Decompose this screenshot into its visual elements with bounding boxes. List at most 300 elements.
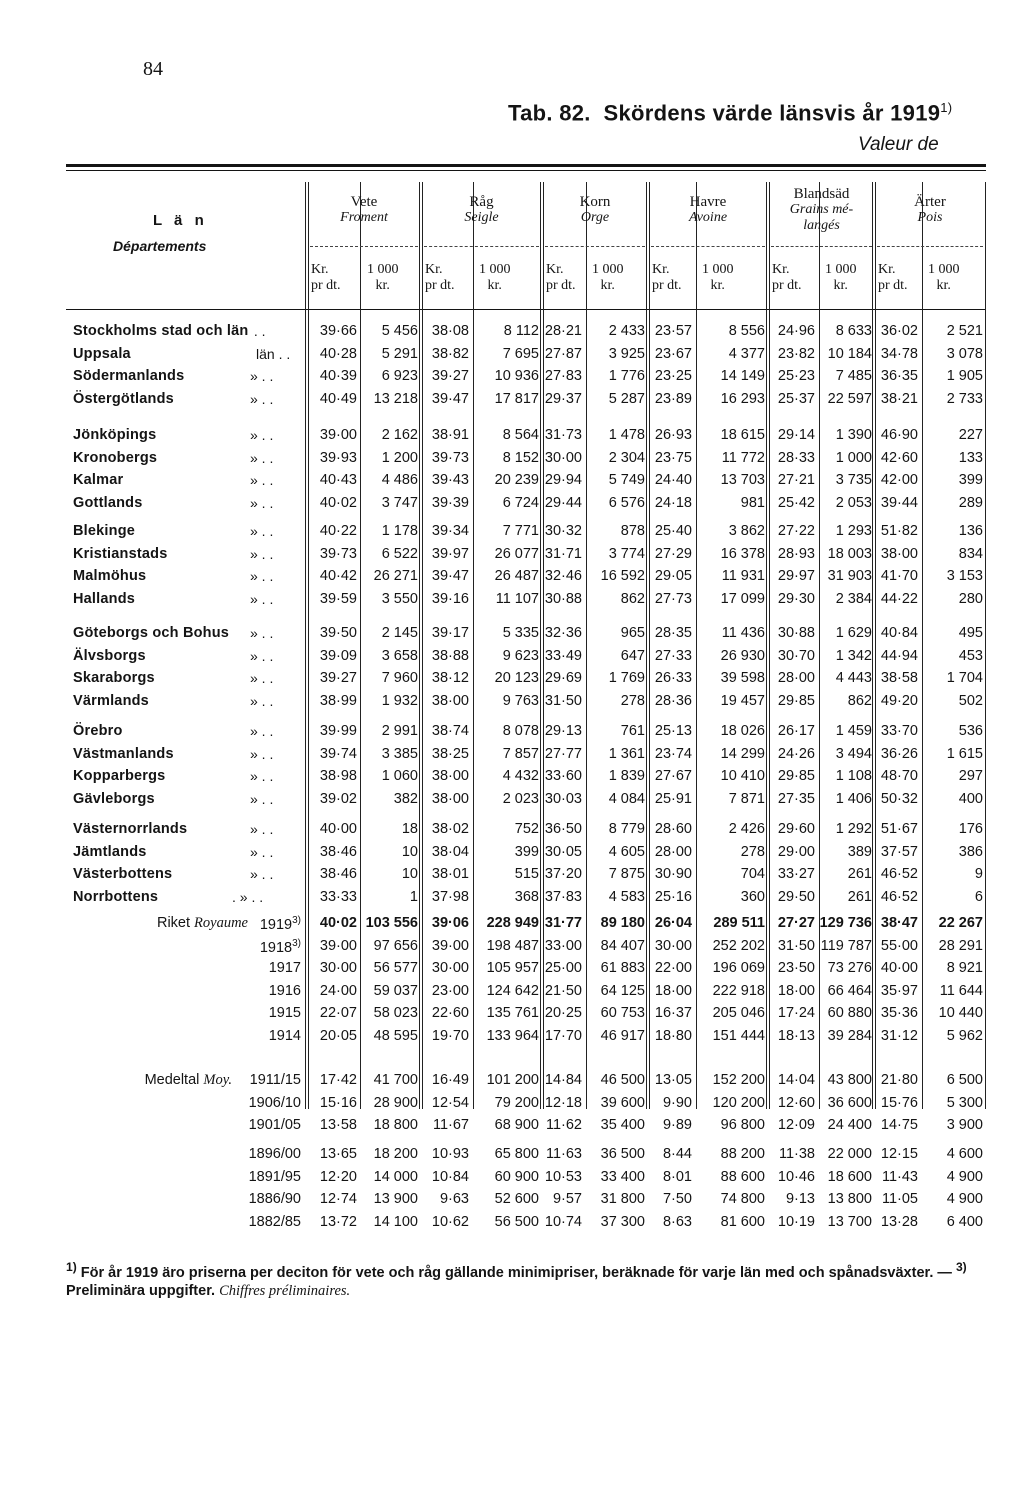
cell-rag-varde: 228 949 [486, 915, 539, 931]
cell-havre-varde: 152 200 [712, 1072, 765, 1088]
row-ditto-mark: » . . [250, 821, 274, 837]
cell-vete-pris: 12·20 [319, 1169, 357, 1185]
cell-korn-pris: 29·44 [544, 495, 582, 512]
cell-vete-pris: 39·73 [319, 545, 357, 562]
table-row [0, 721, 1024, 743]
cell-korn-pris: 29·13 [544, 723, 582, 739]
cell-blandsad-varde: 13 800 [827, 1191, 872, 1207]
cell-rag-varde: 60 900 [494, 1169, 539, 1185]
cell-havre-varde: 19 457 [720, 693, 765, 710]
cell-arter-varde: 386 [958, 843, 983, 860]
cell-havre-varde: 360 [740, 889, 765, 906]
lan-name: Örebro [73, 723, 123, 739]
crop-name-french: Grains mé- langés [789, 202, 854, 233]
cell-rag-pris: 39·39 [431, 495, 469, 512]
row-ditto-mark: . . [250, 323, 266, 339]
cell-havre-varde: 18 615 [720, 427, 765, 443]
cell-rag-varde: 8 564 [502, 427, 539, 443]
cell-rag-varde: 2 023 [502, 791, 539, 808]
cell-rag-pris: 39·27 [431, 368, 469, 385]
cell-korn-pris: 27·83 [544, 368, 582, 385]
lan-name: Uppsala [73, 345, 131, 362]
cell-arter-pris: 37·57 [880, 843, 918, 860]
top-rule-thin [66, 170, 986, 171]
crop-name: Vete [350, 194, 378, 210]
cell-blandsad-varde: 1 459 [835, 723, 872, 739]
cell-blandsad-varde: 18 600 [827, 1169, 872, 1185]
year-label: 1886/90 [248, 1191, 301, 1207]
year-label: 1882/85 [248, 1214, 301, 1230]
cell-arter-pris: 36·26 [880, 745, 918, 762]
cell-rag-varde: 133 964 [486, 1027, 539, 1044]
cell-arter-varde: 2 733 [946, 391, 983, 408]
cell-blandsad-varde: 261 [847, 889, 872, 906]
cell-rag-pris: 38·25 [431, 745, 469, 762]
riket-row [0, 936, 1024, 958]
lan-name: Jönköpings [73, 427, 157, 443]
cell-korn-varde: 1 361 [608, 745, 645, 762]
cell-vete-pris: 22·07 [319, 1005, 357, 1021]
cell-arter-pris: 13·28 [880, 1214, 918, 1230]
table-row [0, 789, 1024, 811]
cell-korn-pris: 29·69 [544, 670, 582, 687]
column-header-departements: Départements [113, 238, 207, 254]
cell-rag-pris: 10·62 [431, 1214, 469, 1230]
cell-arter-varde: 2 521 [946, 323, 983, 339]
cell-korn-varde: 3 774 [608, 545, 645, 562]
cell-havre-pris: 27·33 [654, 647, 692, 664]
cell-arter-pris: 41·70 [880, 568, 918, 585]
cell-vete-pris: 13·58 [319, 1117, 357, 1133]
cell-korn-varde: 2 433 [608, 323, 645, 339]
lan-name: Malmöhus [73, 568, 147, 585]
cell-blandsad-varde: 1 108 [835, 768, 872, 785]
cell-blandsad-pris: 27·22 [777, 523, 815, 539]
cell-blandsad-varde: 2 384 [835, 591, 872, 608]
cell-arter-pris: 46·52 [880, 889, 918, 906]
cell-rag-varde: 101 200 [486, 1072, 539, 1088]
cell-blandsad-pris: 11·38 [778, 1146, 815, 1162]
cell-arter-pris: 44·22 [880, 591, 918, 608]
cell-korn-varde: 36 500 [600, 1146, 645, 1162]
cell-arter-pris: 11·43 [881, 1169, 918, 1185]
cell-korn-pris: 25·00 [544, 960, 582, 976]
cell-blandsad-varde: 43 800 [827, 1072, 872, 1088]
cell-rag-pris: 38·01 [431, 866, 469, 883]
cell-arter-varde: 1 615 [946, 745, 983, 762]
cell-havre-varde: 26 930 [720, 647, 765, 664]
cell-vete-varde: 1 060 [381, 768, 418, 785]
cell-blandsad-pris: 27·21 [777, 472, 815, 489]
table-title [508, 100, 952, 126]
cell-korn-varde: 61 883 [600, 960, 645, 976]
cell-vete-varde: 2 145 [381, 625, 418, 641]
cell-havre-pris: 25·16 [654, 889, 692, 906]
cell-vete-pris: 39·50 [319, 625, 357, 641]
cell-korn-varde: 39 600 [600, 1095, 645, 1111]
cell-arter-varde: 495 [958, 625, 983, 641]
cell-havre-pris: 18·80 [654, 1027, 692, 1044]
cell-korn-pris: 11·62 [545, 1117, 582, 1133]
unit-header-total: 1 000 kr. [367, 262, 399, 293]
lan-name: Kopparbergs [73, 768, 166, 785]
cell-rag-varde: 26 077 [494, 545, 539, 562]
cell-rag-varde: 135 761 [486, 1005, 539, 1021]
table-row [0, 566, 1024, 588]
unit-header-price: Kr. pr dt. [311, 262, 341, 293]
cell-vete-varde: 10 [401, 843, 418, 860]
crop-header [310, 194, 418, 226]
cell-rag-pris: 39·73 [431, 449, 469, 466]
lan-name: Östergötlands [73, 391, 174, 408]
cell-rag-varde: 4 432 [502, 768, 539, 785]
cell-rag-pris: 39·47 [431, 391, 469, 408]
cell-blandsad-pris: 28·00 [777, 670, 815, 687]
cell-rag-varde: 105 957 [486, 960, 539, 976]
year-label: 1911/15 [249, 1072, 301, 1088]
cell-vete-varde: 3 550 [381, 591, 418, 608]
cell-havre-varde: 11 931 [721, 568, 765, 585]
cell-arter-pris: 31·12 [880, 1027, 918, 1044]
table-number: Tab. 82. [508, 100, 591, 126]
table-row [0, 744, 1024, 766]
cell-rag-varde: 17 817 [494, 391, 539, 408]
crop-header [651, 194, 765, 226]
cell-blandsad-varde: 22 597 [827, 391, 872, 408]
cell-havre-varde: 13 703 [720, 472, 765, 489]
cell-korn-pris: 31·73 [544, 427, 582, 443]
cell-rag-pris: 39·06 [431, 915, 469, 931]
cell-rag-varde: 52 600 [494, 1191, 539, 1207]
cell-rag-pris: 39·47 [431, 568, 469, 585]
cell-korn-varde: 84 407 [600, 937, 645, 954]
column-header-lan: L ä n [153, 212, 208, 229]
cell-korn-pris: 12·18 [544, 1095, 582, 1111]
lan-name: Jämtlands [73, 843, 147, 860]
cell-havre-pris: 26·33 [654, 670, 692, 687]
cell-korn-pris: 14·84 [544, 1072, 582, 1088]
cell-vete-varde: 4 486 [381, 472, 418, 489]
cell-havre-varde: 151 444 [712, 1027, 765, 1044]
cell-korn-pris: 31·50 [544, 693, 582, 710]
year-label: 1915 [268, 1005, 301, 1021]
cell-blandsad-varde: 36 600 [827, 1095, 872, 1111]
cell-rag-pris: 38·00 [431, 768, 469, 785]
unit-header-price: Kr. pr dt. [425, 262, 455, 293]
cell-vete-varde: 7 960 [381, 670, 418, 687]
cell-blandsad-pris: 27·35 [777, 791, 815, 808]
cell-vete-varde: 59 037 [373, 982, 418, 999]
cell-rag-pris: 38·88 [431, 647, 469, 664]
cell-arter-pris: 11·05 [881, 1191, 918, 1207]
cell-arter-varde: 11 644 [939, 982, 983, 999]
unit-header-total: 1 000 kr. [928, 262, 960, 293]
cell-rag-pris: 38·04 [431, 843, 469, 860]
cell-vete-varde: 13 900 [373, 1191, 418, 1207]
cell-vete-pris: 20·05 [319, 1027, 357, 1044]
cell-korn-varde: 278 [620, 693, 645, 710]
cell-arter-pris: 38·47 [880, 915, 918, 931]
cell-havre-pris: 28·00 [654, 843, 692, 860]
lan-name: Södermanlands [73, 368, 185, 385]
cell-korn-pris: 27·87 [544, 345, 582, 362]
lan-name: Kristianstads [73, 545, 168, 562]
crop-name: Havre [689, 194, 727, 210]
cell-vete-varde: 2 991 [381, 723, 418, 739]
table-row [0, 819, 1024, 841]
cell-korn-varde: 647 [620, 647, 645, 664]
cell-havre-pris: 23·25 [654, 368, 692, 385]
cell-havre-varde: 14 299 [720, 745, 765, 762]
cell-blandsad-varde: 1 406 [835, 791, 872, 808]
cell-havre-pris: 8·01 [662, 1169, 692, 1185]
cell-rag-varde: 10 936 [494, 368, 539, 385]
cell-rag-varde: 752 [514, 821, 539, 837]
cell-vete-varde: 41 700 [373, 1072, 418, 1088]
header-dashed-rule [771, 246, 872, 247]
cell-blandsad-pris: 29·00 [777, 843, 815, 860]
cell-vete-pris: 39·00 [319, 427, 357, 443]
riket-row [0, 1003, 1024, 1025]
cell-blandsad-pris: 12·60 [777, 1095, 815, 1111]
cell-vete-varde: 18 [401, 821, 418, 837]
table-row [0, 646, 1024, 668]
year-label: 1916 [268, 982, 301, 999]
cell-rag-pris: 10·84 [431, 1169, 469, 1185]
lan-name: Gottlands [73, 495, 143, 512]
lan-name: Västernorrlands [73, 821, 188, 837]
cell-blandsad-varde: 389 [847, 843, 872, 860]
cell-rag-pris: 38·00 [431, 693, 469, 710]
cell-rag-varde: 65 800 [494, 1146, 539, 1162]
medeltal-row [0, 1093, 1024, 1115]
cell-blandsad-pris: 25·23 [777, 368, 815, 385]
cell-vete-pris: 38·46 [319, 866, 357, 883]
footnote-text-3: Preliminära uppgifter. [66, 1282, 216, 1299]
cell-blandsad-pris: 12·09 [777, 1117, 815, 1133]
cell-vete-varde: 1 932 [381, 693, 418, 710]
table-row [0, 321, 1024, 343]
cell-korn-varde: 3 925 [608, 345, 645, 362]
cell-havre-pris: 8·63 [662, 1214, 692, 1230]
table-row [0, 544, 1024, 566]
cell-havre-pris: 23·75 [654, 449, 692, 466]
cell-vete-varde: 1 178 [381, 523, 418, 539]
crop-name-french: Froment [340, 210, 388, 225]
cell-arter-pris: 21·80 [880, 1072, 918, 1088]
cell-rag-varde: 368 [514, 889, 539, 906]
cell-rag-pris: 19·70 [431, 1027, 469, 1044]
unit-header-price: Kr. pr dt. [772, 262, 802, 293]
cell-havre-varde: 14 149 [720, 368, 765, 385]
cell-blandsad-varde: 13 700 [827, 1214, 872, 1230]
cell-arter-varde: 10 440 [938, 1005, 983, 1021]
cell-arter-varde: 6 [974, 889, 983, 906]
cell-vete-varde: 5 456 [381, 323, 418, 339]
cell-blandsad-pris: 9·13 [785, 1191, 815, 1207]
cell-havre-varde: 81 600 [720, 1214, 765, 1230]
cell-havre-varde: 2 426 [728, 821, 765, 837]
cell-vete-pris: 17·42 [319, 1072, 357, 1088]
cell-blandsad-varde: 18 003 [827, 545, 872, 562]
cell-blandsad-pris: 24·26 [777, 745, 815, 762]
cell-blandsad-varde: 3 735 [835, 472, 872, 489]
cell-havre-pris: 27·73 [654, 591, 692, 608]
cell-blandsad-pris: 17·24 [777, 1005, 815, 1021]
cell-korn-pris: 30·88 [544, 591, 582, 608]
cell-blandsad-varde: 119 787 [820, 937, 872, 954]
medeltal-row [0, 1167, 1024, 1189]
riket-row [0, 1026, 1024, 1048]
cell-havre-varde: 120 200 [712, 1095, 765, 1111]
cell-rag-pris: 9·63 [439, 1191, 469, 1207]
cell-arter-pris: 38·58 [880, 670, 918, 687]
cell-havre-varde: 11 772 [721, 449, 765, 466]
unit-header-price: Kr. pr dt. [546, 262, 576, 293]
cell-vete-varde: 13 218 [373, 391, 418, 408]
cell-korn-varde: 1 839 [608, 768, 645, 785]
cell-vete-varde: 3 385 [381, 745, 418, 762]
cell-korn-varde: 46 500 [600, 1072, 645, 1088]
table-row [0, 623, 1024, 645]
cell-havre-pris: 24·18 [654, 495, 692, 512]
cell-blandsad-pris: 23·82 [777, 345, 815, 362]
cell-blandsad-pris: 31·50 [777, 937, 815, 954]
cell-rag-varde: 6 724 [502, 495, 539, 512]
cell-rag-varde: 79 200 [494, 1095, 539, 1111]
cell-vete-varde: 14 100 [373, 1214, 418, 1230]
cell-korn-varde: 37 300 [600, 1214, 645, 1230]
cell-korn-pris: 9·57 [552, 1191, 582, 1207]
cell-vete-varde: 48 595 [373, 1027, 418, 1044]
cell-rag-pris: 11·67 [432, 1117, 469, 1133]
cell-havre-pris: 9·90 [662, 1095, 692, 1111]
cell-arter-pris: 55·00 [880, 937, 918, 954]
table-row [0, 425, 1024, 447]
header-dashed-rule [877, 246, 983, 247]
cell-rag-varde: 56 500 [494, 1214, 539, 1230]
cell-vete-pris: 40·02 [319, 915, 357, 931]
cell-korn-pris: 33·00 [544, 937, 582, 954]
year-label: 1901/05 [248, 1117, 301, 1133]
cell-vete-pris: 40·22 [319, 523, 357, 539]
cell-blandsad-varde: 60 880 [827, 1005, 872, 1021]
cell-korn-pris: 30·32 [544, 523, 582, 539]
row-ditto-mark: » . . [250, 545, 274, 562]
cell-korn-varde: 4 583 [608, 889, 645, 906]
cell-arter-varde: 297 [958, 768, 983, 785]
cell-vete-pris: 24·00 [319, 982, 357, 999]
cell-vete-varde: 14 000 [373, 1169, 418, 1185]
table-row [0, 842, 1024, 864]
table-row [0, 668, 1024, 690]
cell-havre-pris: 23·57 [654, 323, 692, 339]
cell-korn-pris: 31·77 [544, 915, 582, 931]
row-ditto-mark: » . . [250, 866, 274, 883]
row-ditto-mark: » . . [250, 693, 274, 710]
cell-korn-varde: 1 769 [608, 670, 645, 687]
cell-korn-varde: 1 478 [608, 427, 645, 443]
cell-havre-pris: 26·04 [654, 915, 692, 931]
cell-vete-varde: 97 656 [373, 937, 418, 954]
row-ditto-mark: » . . [250, 495, 274, 512]
cell-rag-varde: 8 112 [503, 323, 539, 339]
footnote-mark-1: 1) [66, 1260, 77, 1274]
cell-rag-pris: 39·16 [431, 591, 469, 608]
crop-name: Ärter [914, 194, 946, 210]
cell-havre-varde: 96 800 [720, 1117, 765, 1133]
cell-korn-pris: 32·36 [544, 625, 582, 641]
cell-havre-pris: 25·13 [654, 723, 692, 739]
cell-rag-pris: 38·12 [431, 670, 469, 687]
lan-name: Norrbottens [73, 889, 159, 906]
lan-name: Kalmar [73, 472, 124, 489]
crop-name-french: Avoine [688, 210, 728, 225]
riket-row [0, 913, 1024, 935]
cell-arter-varde: 227 [958, 427, 983, 443]
cell-arter-varde: 3 900 [946, 1117, 983, 1133]
cell-blandsad-pris: 29·85 [777, 768, 815, 785]
table-row [0, 366, 1024, 388]
cell-havre-varde: 289 511 [713, 915, 765, 931]
cell-blandsad-varde: 10 184 [827, 345, 872, 362]
cell-vete-pris: 40·28 [319, 345, 357, 362]
cell-arter-varde: 136 [958, 523, 983, 539]
cell-arter-pris: 42·00 [880, 472, 918, 489]
cell-korn-varde: 5 749 [608, 472, 645, 489]
cell-vete-pris: 13·65 [319, 1146, 357, 1162]
cell-korn-varde: 4 084 [608, 791, 645, 808]
cell-vete-pris: 40·49 [319, 391, 357, 408]
cell-vete-varde: 1 200 [381, 449, 418, 466]
cell-vete-pris: 39·99 [319, 723, 357, 739]
cell-rag-pris: 37·98 [431, 889, 469, 906]
table-row [0, 887, 1024, 909]
cell-korn-varde: 5 287 [608, 391, 645, 408]
total-label: Riket [156, 915, 195, 931]
cell-vete-varde: 2 162 [381, 427, 418, 443]
cell-korn-pris: 29·37 [544, 391, 582, 408]
header-dashed-rule [424, 246, 539, 247]
cell-havre-varde: 8 556 [728, 323, 765, 339]
cell-havre-varde: 196 069 [712, 960, 765, 976]
cell-arter-varde: 8 921 [946, 960, 983, 976]
cell-korn-pris: 11·63 [545, 1146, 582, 1162]
footnote-text-3-french: Chiffres préliminaires. [219, 1282, 351, 1299]
cell-arter-varde: 453 [958, 647, 983, 664]
cell-havre-varde: 222 918 [712, 982, 765, 999]
cell-blandsad-varde: 129 736 [819, 915, 872, 931]
year-footnote-mark: 3) [292, 937, 301, 949]
lan-name: Gävleborgs [73, 791, 155, 808]
cell-korn-varde: 761 [620, 723, 645, 739]
row-ditto-mark: . » . . [232, 889, 264, 906]
cell-arter-pris: 49·20 [880, 693, 918, 710]
table-title-french: Valeur de [858, 134, 939, 155]
cell-korn-pris: 27·77 [544, 745, 582, 762]
cell-rag-varde: 9 623 [502, 647, 539, 664]
row-ditto-mark: län . . [256, 345, 291, 362]
cell-rag-pris: 38·91 [431, 427, 469, 443]
cell-arter-pris: 51·82 [880, 523, 918, 539]
cell-blandsad-varde: 261 [847, 866, 872, 883]
top-rule [66, 164, 986, 167]
row-ditto-mark: » . . [250, 723, 274, 739]
cell-vete-pris: 38·99 [319, 693, 357, 710]
cell-korn-pris: 33·49 [544, 647, 582, 664]
cell-korn-varde: 64 125 [600, 982, 645, 999]
cell-blandsad-varde: 8 633 [835, 323, 872, 339]
